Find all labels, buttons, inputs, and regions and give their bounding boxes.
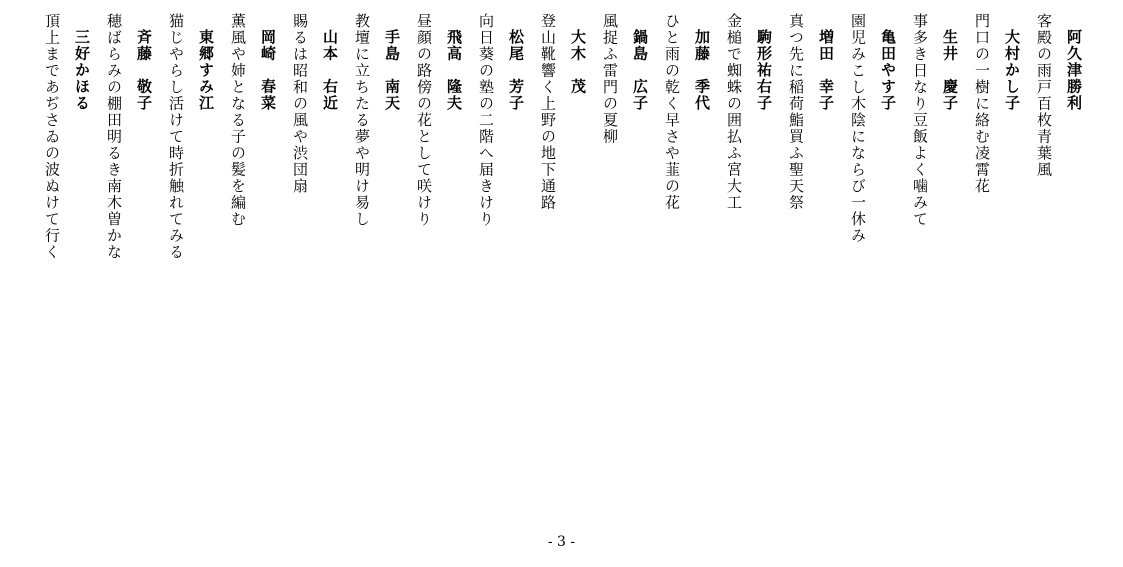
- page-number: - 3 -: [547, 534, 576, 550]
- author-name: 山本 右近: [321, 29, 339, 112]
- haiku-verse: 向日葵の塾の二階へ届きけり: [477, 13, 495, 228]
- author-name: 三好かほる: [73, 29, 91, 112]
- haiku-entry: [843, 13, 903, 493]
- haiku-entry: [533, 13, 593, 493]
- haiku-entry: [967, 13, 1027, 493]
- author-name: 松尾 芳子: [507, 29, 525, 112]
- haiku-verse: 頂上まであぢさゐの波ぬけて行く: [43, 13, 61, 261]
- haiku-verse: ひと雨の乾く早さや韮の花: [663, 13, 681, 211]
- author-name: 阿久津勝利: [1065, 29, 1083, 112]
- haiku-verse: 客殿の雨戸百枚青葉風: [1035, 13, 1053, 178]
- haiku-verse: 金槌で蜘蛛の囲払ふ宮大工: [725, 13, 743, 211]
- author-name: 飛高 隆夫: [445, 29, 463, 112]
- haiku-verse: 穂ばらみの棚田明るき南木曽かな: [105, 13, 123, 261]
- haiku-verse: 昼顔の路傍の花として咲けり: [415, 13, 433, 228]
- haiku-entry: [347, 13, 407, 493]
- author-name: 大木 茂: [569, 29, 587, 95]
- haiku-entry: [161, 13, 221, 493]
- author-name: 鍋島 広子: [631, 29, 649, 112]
- haiku-entry: [223, 13, 283, 493]
- author-name: 大村かし子: [1003, 29, 1021, 112]
- author-name: 生井 慶子: [941, 29, 959, 112]
- author-name: 東郷すみ江: [197, 29, 215, 112]
- haiku-columns: [35, 13, 1089, 493]
- haiku-entry: [657, 13, 717, 493]
- haiku-entry: [719, 13, 779, 493]
- author-name: 加藤 季代: [693, 29, 711, 112]
- haiku-verse: 教壇に立ちたる夢や明け易し: [353, 13, 371, 228]
- haiku-verse: 賜るは昭和の風や渋団扇: [291, 13, 309, 195]
- author-name: 亀田やす子: [879, 29, 897, 112]
- author-name: 駒形祐右子: [755, 29, 773, 112]
- haiku-verse: 登山靴響く上野の地下通路: [539, 13, 557, 211]
- haiku-entry: [37, 13, 97, 493]
- haiku-entry: [595, 13, 655, 493]
- author-name: 手島 南天: [383, 29, 401, 112]
- author-name: 岡崎 春菜: [259, 29, 277, 112]
- haiku-entry: [1029, 13, 1089, 493]
- haiku-verse: 薫風や姉となる子の髪を編む: [229, 13, 247, 228]
- haiku-entry: [905, 13, 965, 493]
- haiku-verse: 門口の一樹に絡む凌霄花: [973, 13, 991, 195]
- haiku-verse: 事多き日なり豆飯よく噛みて: [911, 13, 929, 228]
- haiku-verse: 園児みこし木陰にならび一休み: [849, 13, 867, 244]
- haiku-entry: [99, 13, 159, 493]
- haiku-verse: 風捉ふ雷門の夏柳: [601, 13, 619, 145]
- haiku-verse: 真つ先に稲荷鮨買ふ聖天祭: [787, 13, 805, 211]
- haiku-verse: 猫じやらし活けて時折触れてみる: [167, 13, 185, 261]
- haiku-entry: [781, 13, 841, 493]
- haiku-entry: [471, 13, 531, 493]
- haiku-entry: [285, 13, 345, 493]
- haiku-entry: [409, 13, 469, 493]
- author-name: 斉藤 敬子: [135, 29, 153, 112]
- author-name: 増田 幸子: [817, 29, 835, 112]
